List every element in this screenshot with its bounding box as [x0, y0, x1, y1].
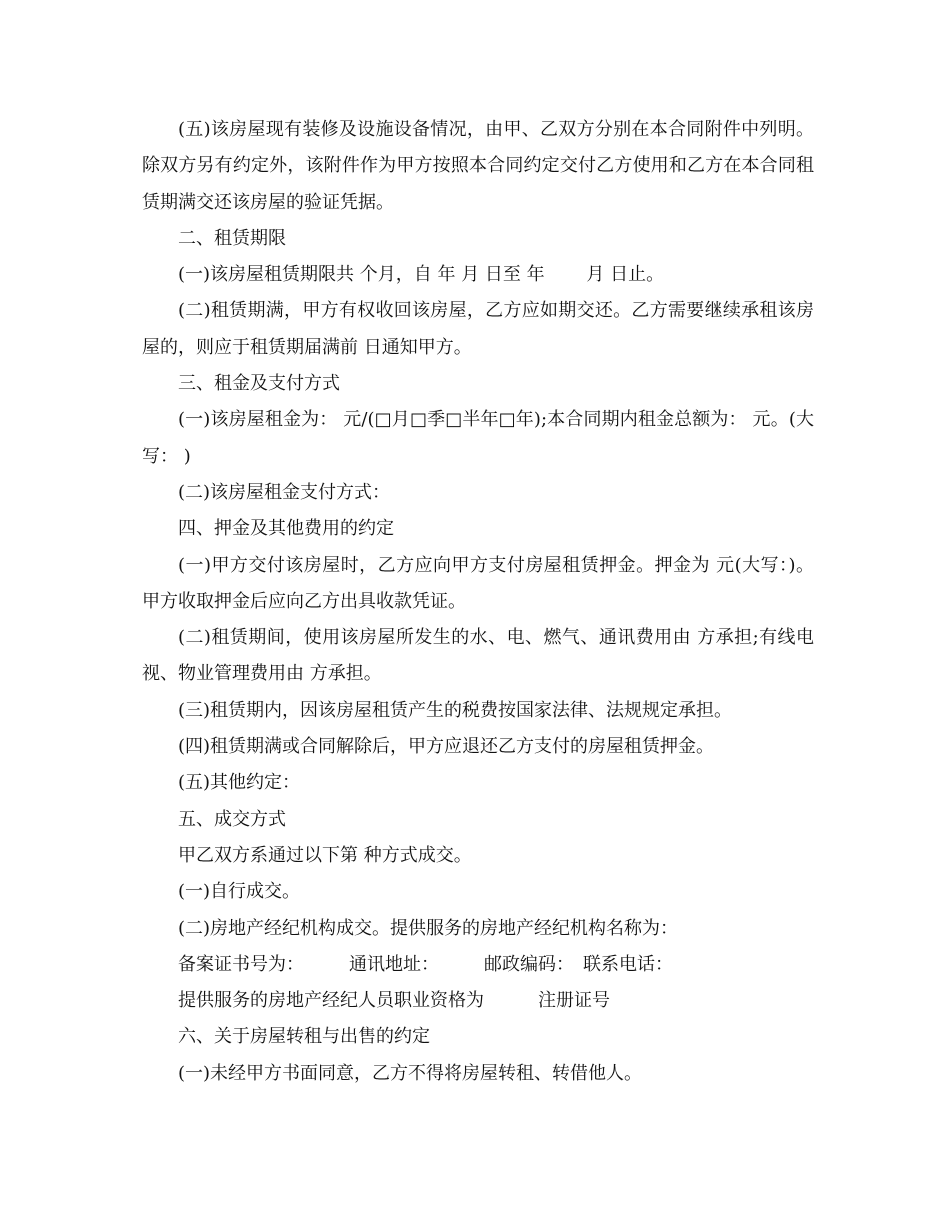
paragraph-deposit: (一)甲方交付该房屋时，乙方应向甲方支付房屋租赁押金。押金为 元(大写：)。甲方收取押金后应向乙方出具收款凭证。: [142, 554, 814, 612]
paragraph-agency-transaction: (二)房地产经纪机构成交。提供服务的房地产经纪机构名称为：: [178, 917, 679, 939]
document-body: [142, 112, 814, 1092]
paragraph-utility-fees: (二)租赁期间，使用该房屋所发生的水、电、燃气、通讯费用由 方承担;有线电视、物业管理费用由 方承担。: [142, 627, 814, 685]
paragraph-furnishing-clause: (五)该房屋现有装修及设施设备情况，由甲、乙双方分别在本合同附件中列明。除双方另有约定外，该附件作为甲方按照本合同约定交付乙方使用和乙方在本合同租赁期满交还该房屋的验证凭据。: [142, 119, 814, 213]
paragraph-self-transaction: (一)自行成交。: [178, 881, 301, 903]
paragraph-rent-payment-method: (二)该房屋租金支付方式：: [178, 481, 391, 503]
paragraph-rent-amount: (一)该房屋租金为： 元/(□月□季□半年□年);本合同期内租金总额为： 元。(大写： ): [142, 409, 814, 467]
section-heading-sublet-sale: 六、关于房屋转租与出售的约定: [178, 1026, 430, 1048]
paragraph-agent-qualification: 提供服务的房地产经纪人员职业资格为 注册证号: [178, 990, 610, 1012]
paragraph-sublet-restriction: (一)未经甲方书面同意，乙方不得将房屋转租、转借他人。: [178, 1062, 643, 1084]
section-heading-lease-term: 二、租赁期限: [178, 227, 286, 249]
paragraph-lease-expiry: (二)租赁期满，甲方有权收回该房屋，乙方应如期交还。乙方需要继续承租该房屋的，则应于租赁期届满前 日通知甲方。: [142, 300, 814, 358]
paragraph-deposit-refund: (四)租赁期满或合同解除后，甲方应退还乙方支付的房屋租赁押金。: [178, 736, 715, 758]
section-heading-deposit-fees: 四、押金及其他费用的约定: [178, 518, 394, 540]
section-heading-rent-payment: 三、租金及支付方式: [178, 373, 340, 395]
paragraph-agency-contact: 备案证书号为： 通讯地址： 邮政编码： 联系电话：: [178, 953, 673, 975]
paragraph-transaction-method: 甲乙双方系通过以下第 种方式成交。: [178, 844, 472, 866]
paragraph-other-terms: (五)其他约定：: [178, 772, 301, 794]
paragraph-taxes: (三)租赁期内，因该房屋租赁产生的税费按国家法律、法规规定承担。: [178, 699, 733, 721]
section-heading-transaction-method: 五、成交方式: [178, 808, 286, 830]
paragraph-lease-duration: (一)该房屋租赁期限共 个月，自 年 月 日至 年 月 日止。: [178, 264, 665, 286]
